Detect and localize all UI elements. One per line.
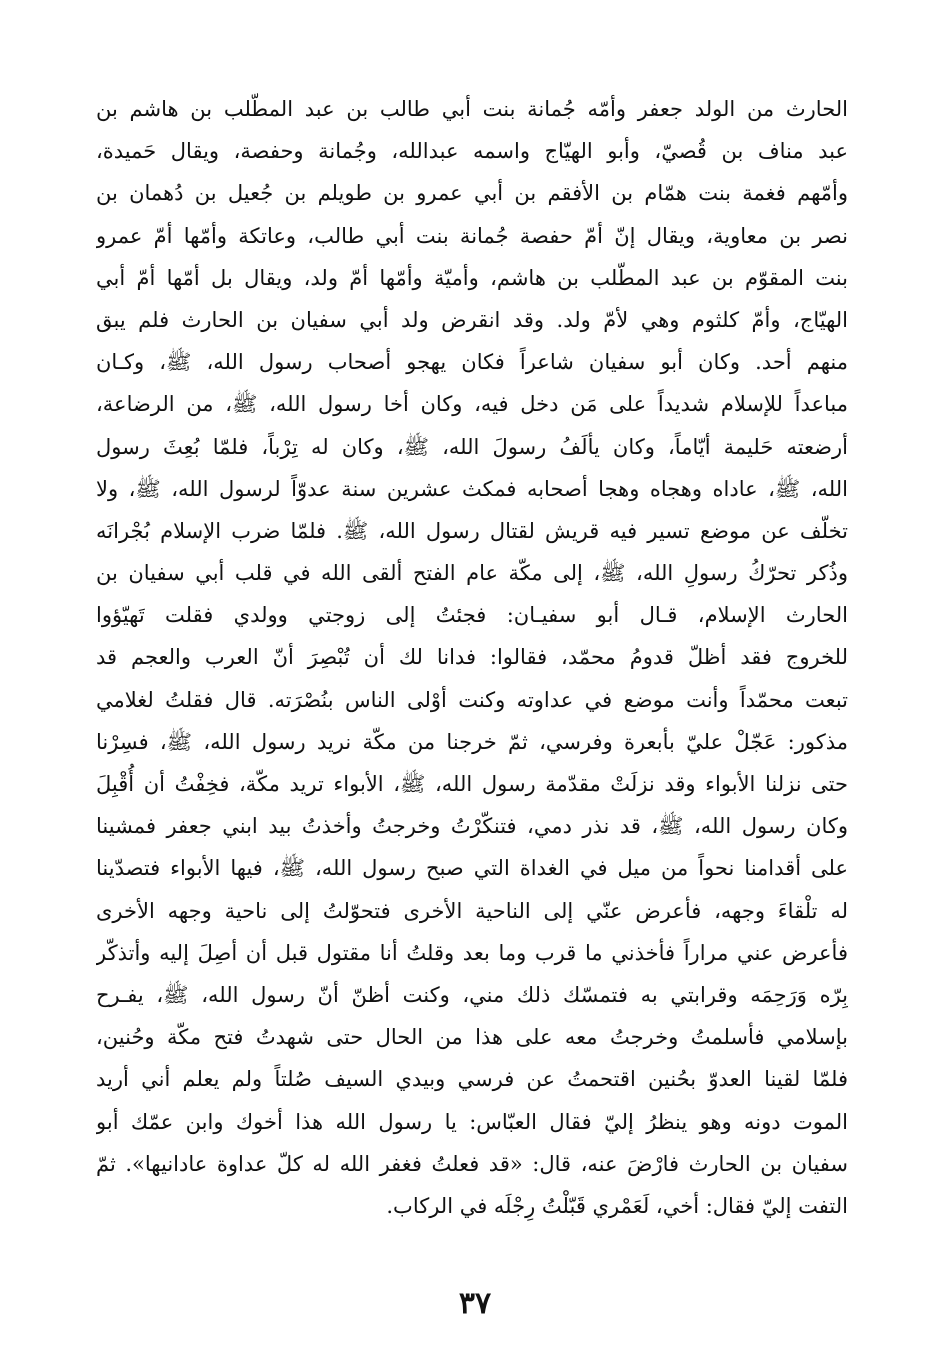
text-line: سفيان بن الحارث فارْضَ عنه، قال: «قد فعلتُ فغفر الله له كلّ عداوة عادانيها». ثمّ	[96, 1151, 848, 1176]
text-line: بنت المقوّم بن عبد المطّلب بن هاشم، وأميّة وأمّها أمّ ولد، ويقال بل أمّها أمّ أبي	[96, 265, 848, 290]
text-line: الموت دونه وهو ينظرُ إليّ فقال العبّاس: يا رسول الله هذا أخوك وابن عمّك أبو	[96, 1109, 848, 1134]
text-line: بِرّه وَرَحِمَه وقرابتي به فتمسّك ذلك مني، وكنت أظنّ أنّ رسول الله، ﷺ، يفـرح	[96, 982, 848, 1007]
text-line: بإسلامي فأسلمتُ وخرجتُ معه على هذا من الحال حتى شهدتُ فتح مكّة وحُنين،	[96, 1025, 848, 1050]
text-line: وذُكر تحرّكُ رسولِ الله، ﷺ، إلى مكّة عام الفتح ألقى الله في قلب أبي سفيان بن	[96, 561, 848, 586]
text-line: نصر بن معاوية، ويقال إنّ أمّ حفصة جُمانة بنت أبي طالب، وعاتكة وأمّها أمّ عمرو	[96, 223, 848, 248]
text-line: للخروج فقد أظلّ قدومُ محمّد، فقالوا: فدانا لك أن تُبْصِرَ أنّ العرب والعجم قد	[96, 645, 848, 670]
text-line: فلمّا لقينا العدوّ بحُنين اقتحمتُ عن فرسي وبيدي السيف صُلتاً ولم يعلم أني أريد	[96, 1067, 848, 1092]
text-line: على أقدامنا نحواً من ميل في الغداة التي صبح رسول الله، ﷺ، فيها الأبواء فتصدّينا	[96, 856, 848, 881]
text-line: وأمّهم فغمة بنت همّام بن الأفقم بن أبي عمرو بن طويلم بن جُعيل بن دُهمان بن	[96, 181, 848, 206]
text-line: أرضعته حَليمة أيّاماً، وكان يألَفُ رسولَ الله، ﷺ، وكان له تِرْباً، فلمّا بُعِثَ رسول	[96, 434, 848, 459]
text-line: الهيّاج، وأمّ كلثوم وهي لأمّ ولد. وقد انقرض ولد أبي سفيان بن الحارث فلم يبق	[96, 307, 848, 332]
text-line: له تلْقاءَ وجهه، فأعرض عنّي إلى الناحية الأخرى فتحوّلتُ إلى ناحية وجهه الأخرى	[96, 898, 848, 923]
text-line: وكان رسول الله، ﷺ، قد نذر دمي، فتنكّرْتُ وخرجتُ وأخذتُ بيد ابني جعفر فمشينا	[96, 814, 848, 839]
page-number: ٣٧	[458, 1286, 492, 1321]
text-line: تخلّف عن موضع تسير فيه قريش لقتال رسول الله، ﷺ. فلمّا ضرب الإسلام بُجْرانَه	[96, 518, 848, 543]
text-line: التفت إليّ فقال: أخي، لَعَمْري قَبّلْتُ رِجْلَه في الركاب.	[386, 1193, 848, 1218]
text-line: منهم أحد. وكان أبو سفيان شاعراً فكان يهجو أصحاب رسول الله، ﷺ، وكـان	[96, 350, 848, 375]
text-line: الحارث الإسلام، قـال أبو سفيـان: فجئتُ إلى زوجتي وولدي فقلت تَهيّؤوا	[96, 603, 848, 628]
text-line: مذكور: عَجّلْ عليّ بأبعرة وفرسي، ثمّ خرجنا من مكّة نريد رسول الله، ﷺ، فسِرْنا	[96, 729, 848, 754]
body-text	[96, 88, 848, 1227]
text-line: مباعداً للإسلام شديداً على مَن دخل فيه، وكان أخا رسول الله، ﷺ، من الرضاعة،	[96, 392, 848, 417]
text-line: الحارث من الولد جعفر وأمّه جُمانة بنت أبي طالب بن عبد المطّلب بن هاشم بن	[96, 97, 848, 121]
text-line: حتى نزلنا الأبواء وقد نزلَتْ مقدّمة رسول الله، ﷺ، الأبواء تريد مكّة، فخِفْتُ أن أُقْبِلَ	[96, 772, 848, 796]
text-line: تبعت محمّداً وأنت موضع في عداوته وكنت أوْلى الناس بنُصْرَته. قال فقلتُ لغلامي	[96, 687, 848, 712]
text-line: عبد مناف بن قُصيّ، وأبو الهيّاج واسمه عبدالله، وجُمانة وحفصة، ويقال حَميدة،	[96, 139, 848, 164]
text-line: فأعرض عني مراراً فأخذني ما قرب وما بعد وقلتُ أنا مقتول قبل أن أصِلَ إليه وأتذكّر	[96, 940, 848, 965]
text-line: الله، ﷺ، عاداه وهجاه وهجا أصحابه فمكث عشرين سنة عدوّاً لرسول الله، ﷺ، ولا	[96, 476, 848, 501]
